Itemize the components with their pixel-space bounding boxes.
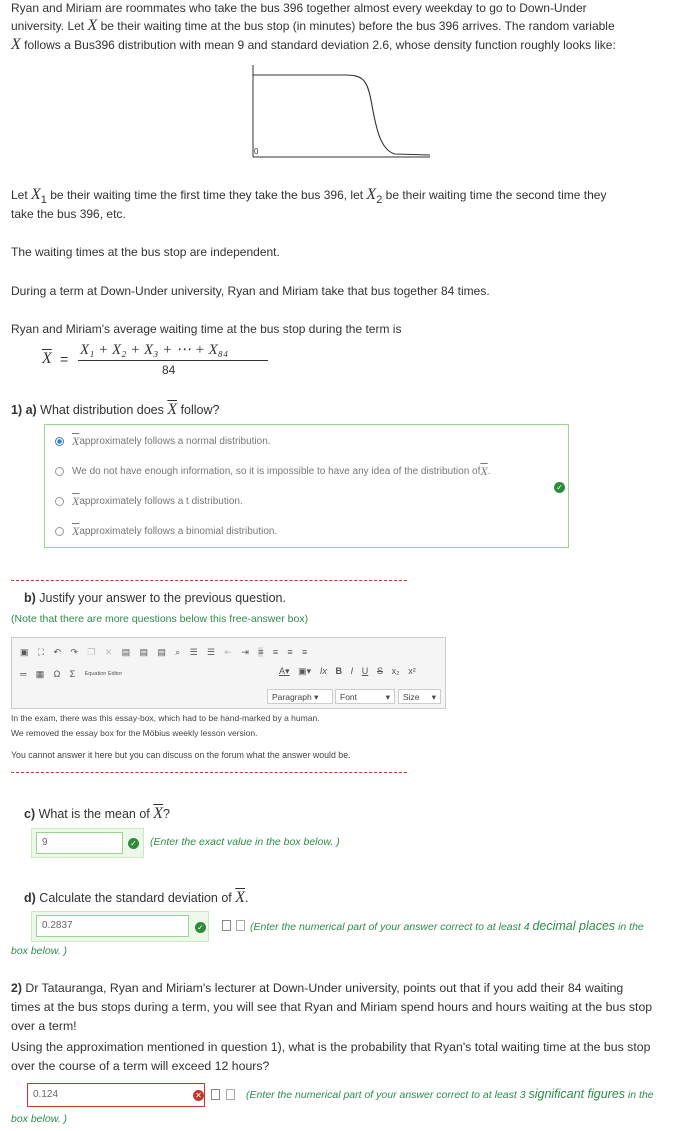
numbered-list-icon[interactable]: ☰ (189, 647, 198, 657)
strike-button[interactable]: S (376, 666, 383, 676)
question-1c: c) What is the mean of $\overline{X}$? (24, 805, 170, 822)
align-center-icon[interactable]: ≡ (272, 647, 279, 657)
divider-bottom (11, 772, 407, 773)
option-no-info[interactable]: We do not have enough information, so it is impossible to have any idea of the distribution of $\overline{X}$ . (55, 464, 491, 479)
superscript-icon[interactable]: x² (408, 666, 416, 676)
preview-icon[interactable] (222, 920, 231, 931)
q2-answer-input[interactable]: 0.124 (27, 1083, 205, 1107)
italic-button[interactable]: I (350, 666, 354, 676)
toolbar-row-1 (20, 644, 313, 658)
question-1d: d) Calculate the standard deviation of $\overline{X}$. (24, 889, 249, 906)
preview-icon[interactable] (211, 1089, 220, 1100)
undo-icon[interactable]: ↶ (53, 647, 62, 657)
q2-hint-cont: box below. ) (11, 1113, 68, 1125)
paragraph-select[interactable]: Paragraph ▾ (267, 689, 333, 704)
q1c-answer-wrap (31, 828, 144, 858)
para-5: Ryan and Miriam's average waiting time at the bus stop during the term is (11, 322, 402, 336)
outdent-icon[interactable]: ⇤ (224, 647, 232, 657)
q1d-hint-cont: box below. ) (11, 945, 68, 957)
q2-hint: (Enter the numerical part of your answer correct to at least 3 significant figures in the (246, 1087, 654, 1101)
fullscreen-icon[interactable]: ⛶ (37, 647, 45, 657)
radio-normal[interactable] (55, 437, 64, 446)
cut-icon[interactable]: ✕ (104, 647, 113, 657)
para-2-line-2: take the bus 396, etc. (11, 207, 126, 221)
mean-formula: $\overline{X}$ = X₁ + X₂ + X₃ + ⋯ + X₈₄ 84 (42, 340, 282, 380)
omega-icon[interactable]: Ω (53, 669, 61, 679)
q1d-answer-input[interactable]: 0.2837 (36, 915, 189, 937)
sigma-icon[interactable]: Σ (69, 669, 76, 679)
q1d-answer-wrap (31, 911, 209, 942)
toolbar-format-row (279, 666, 422, 677)
text-color-icon[interactable]: A▾ (279, 666, 290, 676)
correct-check-icon: ✓ (128, 838, 139, 849)
size-select[interactable]: Size ▾ (398, 689, 441, 704)
editor-text-2: We removed the essay box for the Möbius weekly lesson version. (11, 728, 258, 738)
question-1a: 1) a) What distribution does $\overline{X}$ follow? (11, 401, 220, 418)
source-icon[interactable]: ▣ (20, 647, 29, 657)
font-select[interactable]: Font ▾ (335, 689, 395, 704)
divider-top (11, 580, 407, 581)
question-2-line-3: over a term! (11, 1019, 77, 1033)
justify-icon[interactable]: ≡ (302, 647, 308, 657)
bg-color-icon[interactable]: ▣▾ (298, 666, 312, 676)
question-2-line-5: over the course of a term will exceed 12 hours? (11, 1059, 270, 1073)
remove-format-icon[interactable]: Ix (319, 666, 327, 676)
horizontal-rule-icon[interactable]: ═ (20, 669, 27, 679)
incorrect-cross-icon: ✕ (193, 1090, 204, 1101)
intro-line-2: university. Let X be their waiting time at the bus stop (in minutes) before the bus 396 arrives. The random variable (11, 17, 615, 34)
q1c-hint: (Enter the exact value in the box below. ) (150, 836, 340, 848)
underline-button[interactable]: U (361, 666, 369, 676)
align-right-icon[interactable]: ≡ (287, 647, 293, 657)
equation-editor-button[interactable]: Equation Editor (84, 670, 123, 677)
q1d-hint: (Enter the numerical part of your answer correct to at least 4 decimal places in the (250, 919, 644, 933)
q1c-answer-input[interactable]: 9 (36, 832, 123, 854)
density-graph (245, 60, 435, 165)
document-icon[interactable] (236, 920, 245, 931)
paste-word-icon[interactable]: ▤ (157, 647, 166, 657)
origin-label: 0 (254, 147, 259, 156)
intro-line-1: Ryan and Miriam are roommates who take the bus 396 together almost every weekday to go to Down-Under (11, 1, 587, 15)
table-icon[interactable]: ▦ (35, 669, 45, 679)
question-2-line-2: times at the bus stops during a term, you will see that Ryan and Miriam spend hours and hours waiting at the bus stop (11, 1000, 653, 1014)
radio-t[interactable] (55, 497, 64, 506)
bullet-list-icon[interactable]: ☰ (207, 647, 216, 657)
redo-icon[interactable]: ↷ (70, 647, 78, 657)
q1a-options-box (44, 424, 569, 548)
question-2-line-4: Using the approximation mentioned in question 1), what is the probability that Ryan's total waiting time at the bus stop (11, 1040, 651, 1054)
editor-text-1: In the exam, there was this essay-box, which had to be hand-marked by a human. (11, 713, 320, 723)
question-2-line-1: 2) Dr Tatauranga, Ryan and Miriam's lecturer at Down-Under university, points out that if you add their 84 waiting (11, 981, 624, 995)
option-t[interactable]: $\overline{X}$ approximately follows a t distribution. (55, 494, 243, 509)
option-binomial[interactable]: $\overline{X}$ approximately follows a binomial distribution. (55, 524, 277, 539)
correct-check-icon: ✓ (195, 922, 206, 933)
search-icon[interactable]: ⌕ (175, 647, 181, 657)
para-2-line-1: Let X1 be their waiting time the first time they take the bus 396, let X2 be their waiting time the second time they (11, 186, 607, 206)
bold-button[interactable]: B (335, 666, 342, 676)
align-left-icon[interactable]: ≡ (258, 647, 264, 657)
radio-no-info[interactable] (55, 467, 64, 476)
forum-note: You cannot answer it here but you can discuss on the forum what the answer would be. (11, 750, 351, 760)
subscript-icon[interactable]: x₂ (391, 666, 400, 676)
paste-text-icon[interactable]: ▤ (139, 647, 148, 657)
copy-icon[interactable]: ❐ (87, 647, 96, 657)
toolbar-row-2 (20, 666, 123, 680)
correct-check-icon: ✓ (554, 482, 565, 493)
radio-binomial[interactable] (55, 527, 64, 536)
editor-toolbar (11, 637, 446, 709)
paste-icon[interactable]: ▤ (121, 647, 131, 657)
document-icon[interactable] (226, 1089, 235, 1100)
free-answer-note: (Note that there are more questions below this free-answer box) (11, 613, 309, 625)
question-1b: b) Justify your answer to the previous question. (24, 591, 286, 605)
indent-icon[interactable]: ⇥ (241, 647, 249, 657)
para-4: During a term at Down-Under university, Ryan and Miriam take that bus together 84 times. (11, 284, 490, 298)
intro-line-3: X follows a Bus396 distribution with mean 9 and standard deviation 2.6, whose density function roughly looks like: (11, 36, 616, 53)
option-normal[interactable]: $\overline{X}$ approximately follows a normal distribution. (55, 434, 271, 449)
para-3: The waiting times at the bus stop are independent. (11, 245, 280, 259)
